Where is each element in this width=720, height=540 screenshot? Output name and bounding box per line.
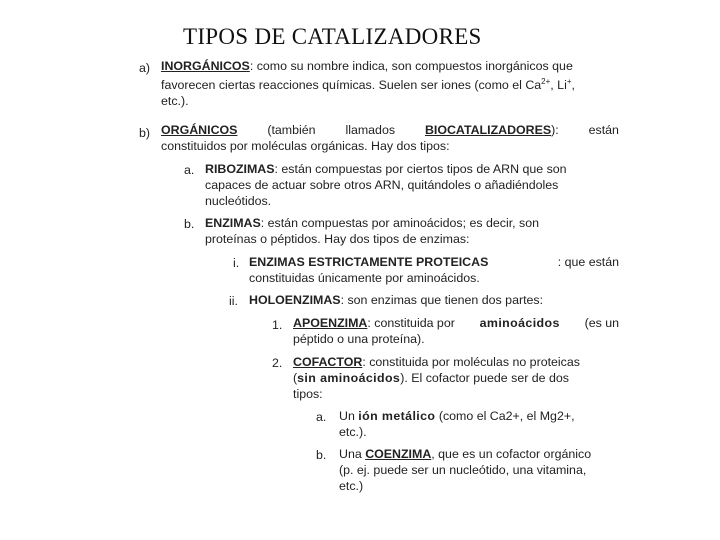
text: Un bbox=[339, 409, 355, 423]
text: proteínas o péptidos. Hay dos tipos de enzimas: bbox=[205, 232, 470, 246]
text: péptido o una proteína). bbox=[293, 332, 425, 346]
item-label-ii: ii. bbox=[229, 294, 238, 308]
text: , que es un cofactor orgánico bbox=[431, 447, 592, 461]
term-enzimas: ENZIMAS bbox=[205, 216, 261, 230]
text: : constituida por moléculas no proteicas bbox=[362, 355, 580, 369]
section-ribozimas bbox=[205, 161, 619, 209]
term-ribozimas: RIBOZIMAS bbox=[205, 162, 275, 176]
text: : están compuestas por ciertos tipos de ARN que son bbox=[274, 162, 567, 176]
text: (p. ej. puede ser un nucleótido, una vitamina, bbox=[339, 463, 587, 477]
item-label-ribozimas: a. bbox=[184, 163, 195, 177]
item-label-2: 2. bbox=[272, 356, 283, 370]
page-title: TIPOS DE CATALIZADORES bbox=[183, 24, 482, 49]
section-holoenzimas bbox=[249, 292, 619, 308]
text: constituidas únicamente por aminoácidos. bbox=[249, 271, 480, 285]
section-ion-metalico bbox=[339, 408, 619, 440]
section-proteicas bbox=[249, 254, 619, 286]
text: etc.). bbox=[339, 425, 367, 439]
section-enzimas bbox=[205, 215, 619, 247]
text: : constituida por bbox=[367, 316, 455, 330]
text: : están compuestas por aminoácidos; es decir, son bbox=[260, 216, 540, 230]
text: nucleótidos. bbox=[205, 194, 272, 208]
text: (es un bbox=[584, 316, 619, 330]
text: llamados bbox=[345, 123, 396, 137]
text: están bbox=[588, 123, 619, 137]
text: etc.). bbox=[161, 94, 189, 109]
section-inorganicos bbox=[161, 58, 619, 109]
item-label-coenzima: b. bbox=[316, 448, 327, 462]
superscript: + bbox=[566, 77, 572, 86]
term-holoenzimas: HOLOENZIMAS bbox=[249, 293, 341, 307]
text: ): bbox=[551, 123, 559, 137]
text: (como el Ca2+, el Mg2+, bbox=[438, 409, 575, 423]
text: Una bbox=[339, 447, 362, 461]
term-cofactor: COFACTOR bbox=[293, 355, 363, 369]
term-apoenzima: APOENZIMA bbox=[293, 316, 368, 330]
text: , bbox=[571, 78, 575, 93]
superscript: 2+ bbox=[541, 77, 551, 86]
text: ( bbox=[293, 371, 298, 385]
term-ion-metalico: ión metálico bbox=[358, 409, 436, 423]
text: constituidos por moléculas orgánicas. Hay dos tipos: bbox=[161, 139, 450, 153]
term-aminoacidos: aminoácidos bbox=[479, 316, 560, 330]
text: : como su nombre indica, son compuestos inorgánicos que bbox=[249, 59, 573, 73]
section-coenzima bbox=[339, 446, 619, 494]
section-cofactor bbox=[293, 354, 619, 402]
text: (también bbox=[267, 123, 316, 137]
term-coenzima: COENZIMA bbox=[365, 447, 432, 461]
item-label-enzimas: b. bbox=[184, 217, 195, 231]
text: ). El cofactor puede ser de dos bbox=[400, 371, 569, 385]
term-proteicas: ENZIMAS ESTRICTAMENTE PROTEICAS bbox=[249, 255, 489, 269]
item-label-ion: a. bbox=[316, 410, 327, 424]
term-inorganicos: INORGÁNICOS bbox=[161, 59, 250, 73]
text: capaces de actuar sobre otros ARN, quitándoles o añadiéndoles bbox=[205, 178, 559, 192]
text: tipos: bbox=[293, 387, 323, 401]
text: , Li bbox=[550, 78, 567, 93]
item-label-b: b) bbox=[139, 126, 151, 140]
item-label-i: i. bbox=[233, 256, 240, 270]
text: : son enzimas que tienen dos partes: bbox=[340, 293, 544, 307]
term-sin-aminoacidos: sin aminoácidos bbox=[297, 371, 401, 385]
section-apoenzima bbox=[293, 315, 619, 347]
item-label-1: 1. bbox=[272, 318, 283, 332]
text: etc.) bbox=[339, 479, 364, 493]
section-organicos bbox=[161, 122, 619, 154]
text: : que están bbox=[557, 255, 619, 269]
text: favorecen ciertas reacciones químicas. Suelen ser iones (como el Ca bbox=[161, 78, 542, 93]
term-biocatalizadores: BIOCATALIZADORES bbox=[424, 123, 552, 137]
item-label-a: a) bbox=[139, 61, 151, 75]
term-organicos: ORGÁNICOS bbox=[161, 123, 238, 137]
